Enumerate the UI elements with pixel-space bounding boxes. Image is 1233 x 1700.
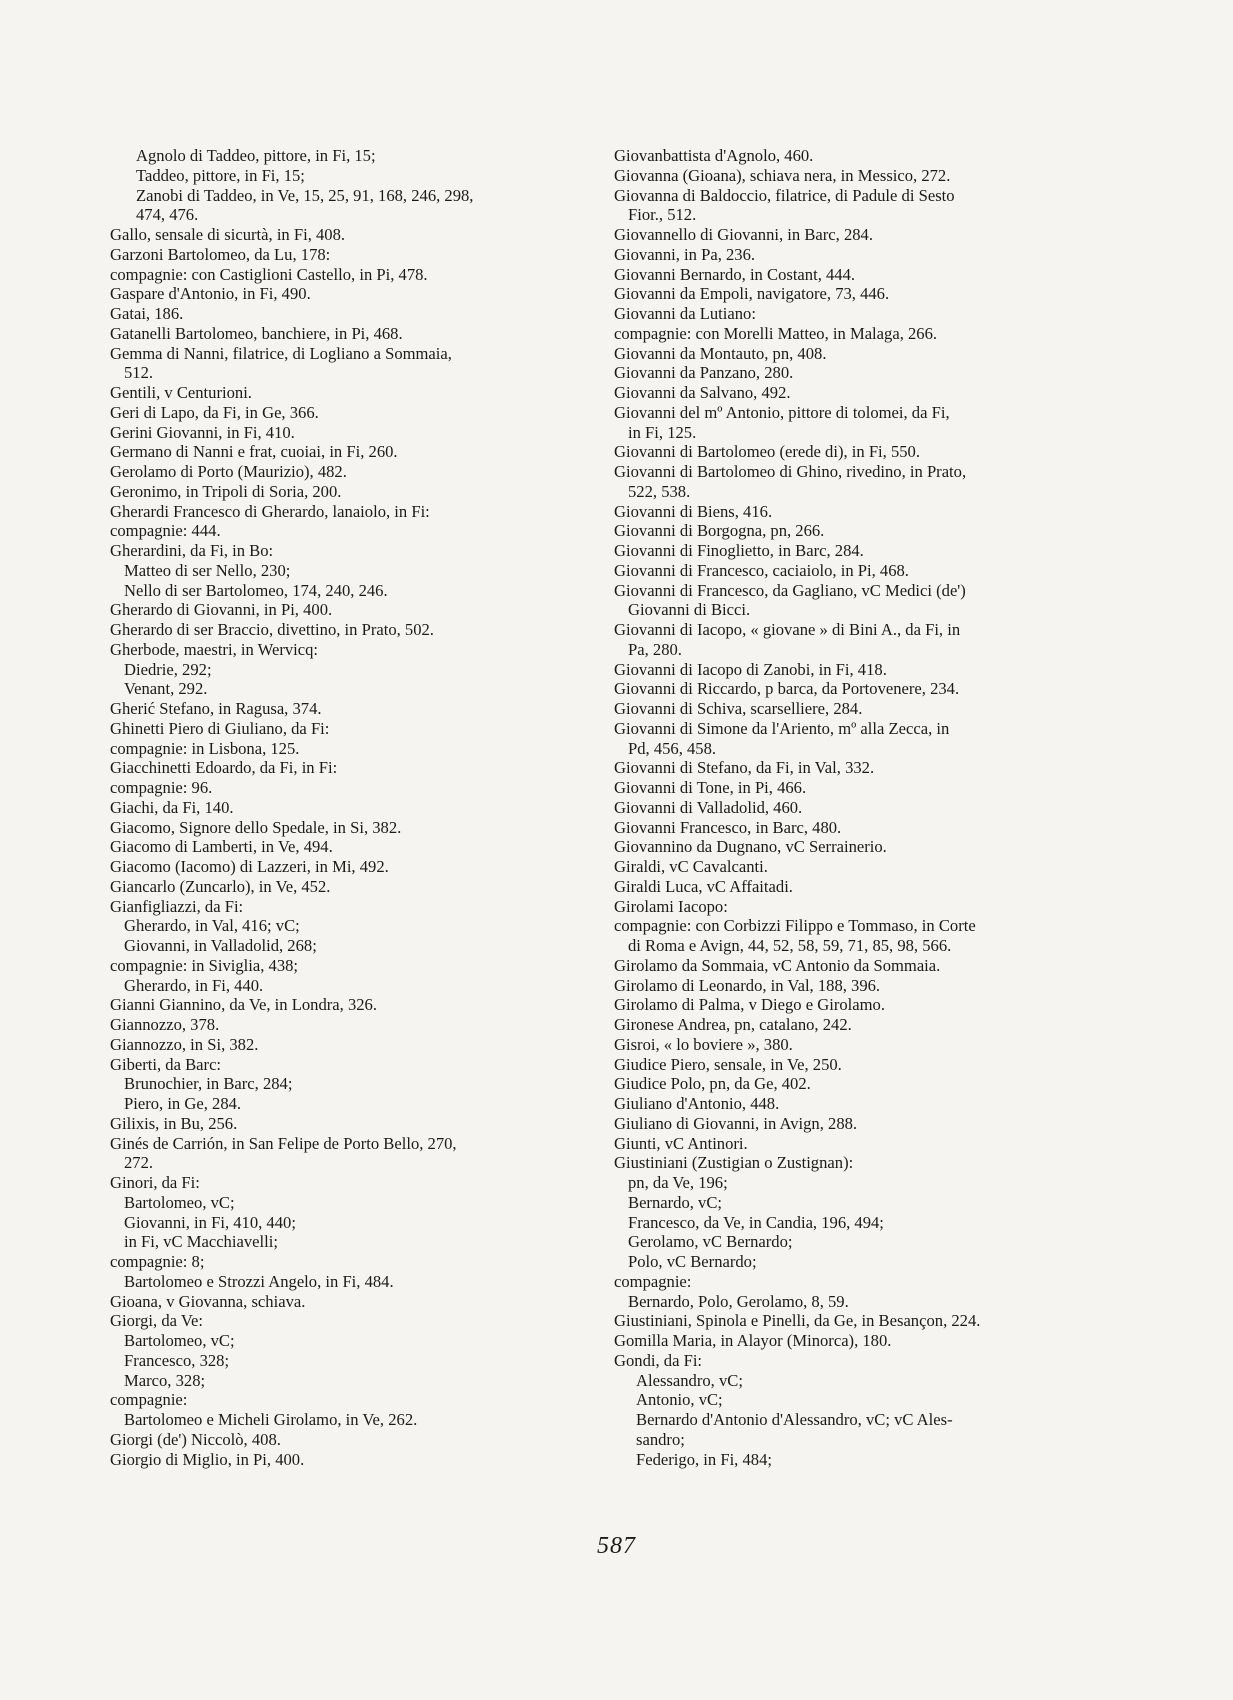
index-entry: Pd, 456, 458. [628, 738, 717, 758]
index-entry: Giustiniani (Zustigian o Zustignan): [614, 1153, 854, 1173]
index-entry: Giovanni, in Fi, 410, 440; [124, 1212, 296, 1232]
index-entry: Giovanni di Bartolomeo (erede di), in Fi, 550. [614, 442, 921, 462]
index-entry: Giorgio di Miglio, in Pi, 400. [110, 1449, 305, 1469]
index-entry: Giovanni da Salvano, 492. [614, 383, 791, 402]
index-entry: 474, 476. [136, 205, 199, 225]
index-entry: compagnie: 444. [110, 521, 221, 541]
index-entry: sandro; [636, 1429, 685, 1449]
index-entry: Giancarlo (Zuncarlo), in Ve, 452. [110, 876, 331, 896]
index-entry: Francesco, 328; [124, 1350, 230, 1370]
index-entry: Giovanni del mº Antonio, pittore di tolomei, da Fi, [614, 402, 950, 422]
index-entry: Giovanni di Francesco, caciaiolo, in Pi, 468. [614, 560, 909, 580]
index-entry: Bernardo, Polo, Gerolamo, 8, 59. [628, 1291, 849, 1311]
index-entry: di Roma e Avign, 44, 52, 58, 59, 71, 85, 98, 566. [628, 936, 952, 955]
index-entry: Giovanni di Francesco, da Gagliano, vC Medici (de') [614, 580, 966, 600]
index-entry: Giovanni di Iacopo, « giovane » di Bini A., da Fi, in [614, 620, 961, 639]
index-entry: Giovanni di Valladolid, 460. [614, 797, 803, 817]
index-entry: Piero, in Ge, 284. [124, 1094, 242, 1113]
index-entry: Bartolomeo, vC; [124, 1331, 235, 1350]
index-entry: Giovanbattista d'Agnolo, 460. [614, 146, 814, 165]
index-entry: Giovanni, in Valladolid, 268; [124, 936, 317, 955]
index-entry: Giovanni di Biens, 416. [614, 501, 773, 521]
index-entry: Gioana, v Giovanna, schiava. [110, 1291, 306, 1311]
index-entry: Alessandro, vC; [636, 1370, 743, 1390]
index-entry: Giuliano di Giovanni, in Avign, 288. [614, 1113, 858, 1133]
index-entry: in Fi, 125. [628, 422, 697, 442]
index-entry: Giovanni da Panzano, 280. [614, 363, 794, 383]
index-entry: Giraldi Luca, vC Affaitadi. [614, 876, 793, 896]
index-entry: Gondi, da Fi: [614, 1350, 703, 1370]
index-entry: Giovanna (Gioana), schiava nera, in Messico, 272. [614, 165, 951, 185]
index-entry: Ghinetti Piero di Giuliano, da Fi: [110, 718, 330, 738]
index-entry: Gherardi Francesco di Gherardo, lanaiolo, in Fi: [110, 501, 430, 521]
index-entry: Agnolo di Taddeo, pittore, in Fi, 15; [136, 146, 376, 165]
index-entry: Polo, vC Bernardo; [628, 1252, 757, 1271]
index-entry: Nello di ser Bartolomeo, 174, 240, 246. [124, 580, 388, 600]
index-entry: Pa, 280. [628, 639, 682, 659]
index-entry: Gatanelli Bartolomeo, banchiere, in Pi, 468. [110, 323, 403, 343]
index-entry: Bartolomeo e Micheli Girolamo, in Ve, 262. [124, 1410, 418, 1429]
index-entry: Zanobi di Taddeo, in Ve, 15, 25, 91, 168, 246, 298, [136, 185, 474, 205]
index-entry: Girolamo di Palma, v Diego e Girolamo. [614, 995, 885, 1015]
index-entry: Giannozzo, 378. [110, 1015, 220, 1034]
index-entry: Francesco, da Ve, in Candia, 196, 494; [628, 1212, 884, 1232]
index-entry: Giacomo (Iacomo) di Lazzeri, in Mi, 492. [110, 857, 389, 876]
index-entry: compagnie: [110, 1390, 188, 1410]
index-entry: Giacchinetti Edoardo, da Fi, in Fi: [110, 758, 338, 778]
index-entry: 522, 538. [628, 481, 691, 501]
index-entry: Gherardo, in Fi, 440. [124, 975, 264, 995]
index-entry: Gianni Giannino, da Ve, in Londra, 326. [110, 995, 377, 1015]
index-entry: Garzoni Bartolomeo, da Lu, 178: [110, 244, 331, 264]
index-entry: Giovanni Francesco, in Barc, 480. [614, 817, 842, 837]
index-entry: Giuliano d'Antonio, 448. [614, 1094, 780, 1113]
index-entry: Gerini Giovanni, in Fi, 410. [110, 422, 295, 442]
index-entry: Giovanni di Borgogna, pn, 266. [614, 521, 825, 541]
index-entry: compagnie: con Morelli Matteo, in Malaga, 266. [614, 323, 938, 343]
index-entry: Giraldi, vC Cavalcanti. [614, 857, 768, 876]
index-entry: Giorgi (de') Niccolò, 408. [110, 1429, 281, 1449]
index-entry: Giovanni di Iacopo di Zanobi, in Fi, 418. [614, 659, 887, 679]
index-entry: Bartolomeo e Strozzi Angelo, in Fi, 484. [124, 1271, 394, 1291]
index-entry: Giannozzo, in Si, 382. [110, 1034, 259, 1054]
index-entry: Giacomo di Lamberti, in Ve, 494. [110, 837, 333, 857]
index-entry: Giovanni di Bartolomeo di Ghino, rivedino, in Prato, [614, 462, 967, 481]
index-entry: Gherardo di Giovanni, in Pi, 400. [110, 600, 333, 620]
index-entry: Antonio, vC; [636, 1390, 723, 1410]
index-entry: Giacomo, Signore dello Spedale, in Si, 382. [110, 817, 402, 837]
index-entry: Taddeo, pittore, in Fi, 15; [136, 165, 305, 185]
index-entry: Giovanni di Finoglietto, in Barc, 284. [614, 541, 864, 560]
index-entry: in Fi, vC Macchiavelli; [124, 1232, 278, 1252]
index-entry: compagnie: 8; [110, 1252, 205, 1271]
index-entry: Bernardo d'Antonio d'Alessandro, vC; vC Ales- [636, 1410, 953, 1429]
index-entry: Girolami Iacopo: [614, 896, 728, 916]
index-entry: Gherić Stefano, in Ragusa, 374. [110, 699, 322, 718]
index-entry: Giovanni da Lutiano: [614, 304, 756, 323]
index-entry: Matteo di ser Nello, 230; [124, 560, 291, 580]
index-entry: Bernardo, vC; [628, 1192, 723, 1212]
index-column-left [110, 146, 550, 1469]
index-entry: pn, da Ve, 196; [628, 1173, 728, 1192]
index-entry: Venant, 292. [124, 679, 208, 699]
index-entry: Gentili, v Centurioni. [110, 383, 252, 402]
index-entry: Diedrie, 292; [124, 659, 212, 679]
index-entry: Giunti, vC Antinori. [614, 1133, 748, 1153]
index-entry: Gerolamo di Porto (Maurizio), 482. [110, 462, 347, 481]
index-entry: Giberti, da Barc: [110, 1054, 222, 1074]
index-entry: Giovanni di Schiva, scarselliere, 284. [614, 699, 863, 718]
index-entry: Gemma di Nanni, filatrice, di Logliano a Sommaia, [110, 343, 452, 363]
index-entry: Gerolamo, vC Bernardo; [628, 1232, 793, 1252]
index-entry: Bartolomeo, vC; [124, 1192, 235, 1212]
index-entry: Gaspare d'Antonio, in Fi, 490. [110, 284, 311, 304]
index-entry: compagnie: con Corbizzi Filippo e Tommaso, in Corte [614, 916, 976, 936]
index-entry: Girolamo da Sommaia, vC Antonio da Sommaia. [614, 955, 941, 975]
index-entry: Giovanni di Bicci. [628, 600, 751, 620]
index-entry: Gomilla Maria, in Alayor (Minorca), 180. [614, 1331, 892, 1350]
index-entry: 272. [124, 1153, 154, 1173]
index-entry: Giovannino da Dugnano, vC Serrainerio. [614, 837, 887, 857]
index-entry: Giovanni di Stefano, da Fi, in Val, 332. [614, 758, 875, 778]
index-entry: Giovanni, in Pa, 236. [614, 244, 756, 264]
index-entry: Gianfigliazzi, da Fi: [110, 896, 244, 916]
index-entry: compagnie: in Lisbona, 125. [110, 738, 300, 758]
index-entry: Giovanni di Simone da l'Ariento, mº alla Zecca, in [614, 718, 950, 738]
index-entry: Giovannello di Giovanni, in Barc, 284. [614, 225, 874, 244]
index-entry: Gilixis, in Bu, 256. [110, 1113, 238, 1133]
index-entry: Federigo, in Fi, 484; [636, 1449, 772, 1469]
index-entry: compagnie: [614, 1271, 692, 1291]
index-entry: Gironese Andrea, pn, catalano, 242. [614, 1015, 852, 1034]
index-entry: Giovanni Bernardo, in Costant, 444. [614, 264, 856, 284]
index-entry: Giovanni di Tone, in Pi, 466. [614, 778, 807, 797]
index-entry: Geri di Lapo, da Fi, in Ge, 366. [110, 402, 319, 422]
index-entry: Giovanni da Montauto, pn, 408. [614, 343, 827, 363]
index-entry: Gherardini, da Fi, in Bo: [110, 541, 274, 560]
index-entry: Girolamo di Leonardo, in Val, 188, 396. [614, 975, 881, 995]
index-entry: compagnie: in Siviglia, 438; [110, 955, 299, 975]
page-number: 587 [597, 1533, 636, 1559]
index-entry: Giovanni da Empoli, navigatore, 73, 446. [614, 284, 890, 304]
index-entry: Giudice Piero, sensale, in Ve, 250. [614, 1054, 842, 1074]
index-entry: Geronimo, in Tripoli di Soria, 200. [110, 481, 342, 501]
index-entry: Giorgi, da Ve: [110, 1311, 203, 1331]
index-entry: Gisroi, « lo boviere », 380. [614, 1034, 793, 1054]
index-entry: Fior., 512. [628, 205, 697, 225]
index-entry: Gatai, 186. [110, 304, 184, 323]
index-entry: Gherardo di ser Braccio, divettino, in Prato, 502. [110, 620, 434, 639]
index-entry: Gallo, sensale di sicurtà, in Fi, 408. [110, 225, 346, 244]
index-entry: 512. [124, 363, 154, 383]
index-entry: Germano di Nanni e frat, cuoiai, in Fi, 260. [110, 442, 398, 462]
index-entry: Giovanni di Riccardo, p barca, da Portovenere, 234. [614, 679, 960, 699]
index-entry: compagnie: 96. [110, 778, 213, 797]
index-entry: Giachi, da Fi, 140. [110, 797, 234, 817]
index-entry: Ginés de Carrión, in San Felipe de Porto Bello, 270, [110, 1133, 457, 1153]
index-entry: compagnie: con Castiglioni Castello, in Pi, 478. [110, 264, 428, 284]
index-entry: Marco, 328; [124, 1370, 206, 1390]
index-entry: Gherardo, in Val, 416; vC; [124, 916, 300, 936]
index-entry: Giovanna di Baldoccio, filatrice, di Padule di Sesto [614, 185, 955, 205]
index-entry: Ginori, da Fi: [110, 1173, 200, 1192]
index-entry: Giudice Polo, pn, da Ge, 402. [614, 1074, 811, 1094]
index-column-right [614, 146, 1074, 1469]
index-entry: Gherbode, maestri, in Wervicq: [110, 639, 319, 659]
index-entry: Giustiniani, Spinola e Pinelli, da Ge, in Besançon, 224. [614, 1311, 981, 1331]
index-entry: Brunochier, in Barc, 284; [124, 1074, 293, 1094]
